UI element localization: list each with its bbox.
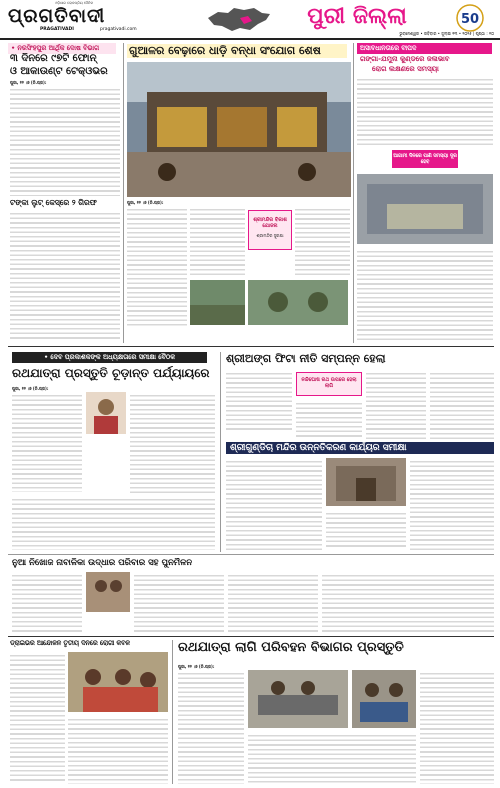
callout-box (248, 210, 292, 250)
story-body-text (12, 496, 215, 550)
right-kicker: ଅସାବଧାନତାରେ ବୀପଦ (357, 43, 492, 54)
lead-headline: ଗୁଆଳର ବେଢ଼ାରେ ଧାଡ଼ି ବନ୍ଧା ସଂଯୋଗ ଶେଷ (127, 44, 347, 58)
column-rule (353, 43, 354, 343)
site-url: pragativadi.com (100, 27, 137, 32)
section-rule (8, 636, 494, 637)
lead-byline: ପୁରୀ, ୧୨ ।୭ (ନି.ପ୍ର): (127, 200, 164, 205)
story-body-text (10, 652, 65, 784)
portrait-photo (86, 392, 126, 434)
sub-headline: ଟଙ୍କା ଲୁଟ୍ କେସ୍‌ରେ ୨ ଗିରଫ (10, 198, 97, 207)
shreeanga-callout: ନନ୍ଦିଘୋଷ ରଥ ଉପରେ ହେଲା ଲାଗି (296, 372, 362, 396)
story-photo (68, 652, 168, 712)
story-body-text (134, 572, 224, 632)
story-photo (248, 670, 348, 728)
story-body-text (127, 206, 187, 326)
rathyatra-kicker: • ଦେବ ପ୍ରକାଶକଙ୍କ ଅଧ୍ୟକ୍ଷତାରେ ସମୀକ୍ଷା ବୈଠକ (12, 352, 207, 363)
gundicha-headline: ଶ୍ରୀଗୁଣ୍ଡିଚା ମନ୍ଦିର ଉନ୍ନତିକରଣ କାର୍ଯ୍ୟର ସମୀକ୍ଷା (226, 442, 494, 454)
lead-photo (127, 62, 351, 197)
right-headline-line2: ରୋଗ ଲକ୍ଷଣରେ ସମସ୍ୟା (372, 65, 439, 73)
story-body-text (226, 458, 322, 550)
bottom-headline: ରଥଯାତ୍ରା ଲାଗି ପରିବହନ ବିଭାଗର ପ୍ରସ୍ତୁତି (178, 640, 404, 655)
column-rule (172, 640, 173, 784)
story-body-text (295, 206, 350, 276)
anniversary-emblem (446, 3, 494, 33)
section-title: ପୁରୀ ଜିଲ୍ଲା (307, 4, 407, 29)
top-headline-line2: ଓ ଆକାଉଣ୍ଟ ଟେକ୍‌ଓଭର (10, 66, 108, 77)
story-body-text (357, 76, 493, 146)
story-body-text (10, 210, 120, 340)
masthead-tagline: ଓଡ଼ିଶାର ଲୋକପ୍ରିୟ ଦୈନିକ (55, 1, 94, 5)
story-photo (352, 670, 416, 728)
callout-sub: ଶ୍ରୀମନ୍ଦିର ସୁରକ୍ଷା (256, 233, 284, 238)
newspaper-logo: ପ୍ରଗତିବାଦୀ (8, 5, 106, 27)
column-rule (220, 352, 221, 552)
story-body-text (430, 370, 494, 440)
story-photo (248, 280, 348, 325)
shreeanga-headline: ଶ୍ରୀଅଙ୍ଗ ଫିଟା ନୀତି ସମ୍ପନ୍ନ ହେଲା (226, 352, 386, 365)
story-photo (190, 280, 245, 325)
column-rule (123, 43, 124, 343)
quote-box: ଆଗାମୀ ଦିନରେ ପାଣି ସମସ୍ୟା ଦୂର ହେବ (392, 150, 458, 168)
bottom-left-headline: ଡ୍ରାଇଭର ଆନ୍ଦୋଳନ ତୃତୀୟ ଦିନରେ ରୋଗୀ କବଳ (10, 640, 130, 647)
rathyatra-headline: ରଥଯାତ୍ରା ପ୍ରସ୍ତୁତି ଚୂଡ଼ାନ୍ତ ପର୍ଯ୍ୟାୟରେ (12, 366, 210, 380)
svg-text:50: 50 (460, 12, 480, 27)
story-body-text (12, 392, 82, 492)
story-body-text (326, 510, 406, 550)
story-body-text (322, 572, 494, 632)
story-body-text (410, 458, 494, 550)
story-body-text (10, 86, 120, 196)
top-headline-line1: ୩ ଦିନରେ ୯୭ଟି ଫୋନ୍ (10, 53, 97, 64)
story-byline: ପୁରୀ, ୧୨ ।୭ (ନି.ପ୍ର): (10, 80, 47, 85)
story-body-text (248, 732, 416, 784)
dateline: ଭୁବନେଶ୍ୱର • ରବିବାର • ଜୁଲାଇ ୧୩ • ୨୦୨୫ | ପୃଷ୍ଠା : ୧୦ (399, 31, 494, 36)
story-body-text (68, 716, 168, 784)
story-body-text (12, 572, 82, 632)
section-rule (8, 346, 494, 347)
rathyatra-byline: ପୁରୀ, ୧୨ ।୭ (ନି.ପ୍ର): (12, 386, 49, 391)
logo-english: PRAGATIVADI (40, 27, 74, 32)
callout-title: ଶ୍ରୀମନ୍ଦିର ବିକାଶ ଯୋଜନା (253, 217, 287, 229)
story-photo (86, 572, 130, 612)
bottom-byline: ପୁରୀ, ୧୨ ।୭ (ନି.ପ୍ର): (178, 664, 215, 669)
story-body-text (130, 392, 215, 502)
story-photo (326, 458, 406, 506)
top-kicker: • ନରସିଂହପୁର ଆର୍ଥିକ ଦୋଷ ବିଭାଗ (8, 43, 116, 54)
story-body-text (226, 370, 292, 430)
section-rule (8, 554, 494, 555)
story-body-text (357, 248, 493, 343)
story-body-text (420, 670, 494, 784)
story-photo (357, 174, 493, 244)
story-body-text (190, 206, 245, 276)
missing-headline: ନୁଆ ନିଖୋଜ ନାବାଳିକା ଉଦ୍ଧାର ପରିବାର ସହ ପୁନର୍ମିଳନ (12, 558, 193, 568)
odisha-map-icon (204, 4, 274, 34)
story-body-text (296, 400, 362, 440)
story-body-text (178, 670, 244, 784)
right-headline-line1: ଗଙ୍ଗା-ଯମୁନା କୁଣ୍ଡରେ ଜଳାଭାବ (360, 55, 450, 63)
story-body-text (366, 370, 426, 440)
story-body-text (228, 572, 318, 632)
